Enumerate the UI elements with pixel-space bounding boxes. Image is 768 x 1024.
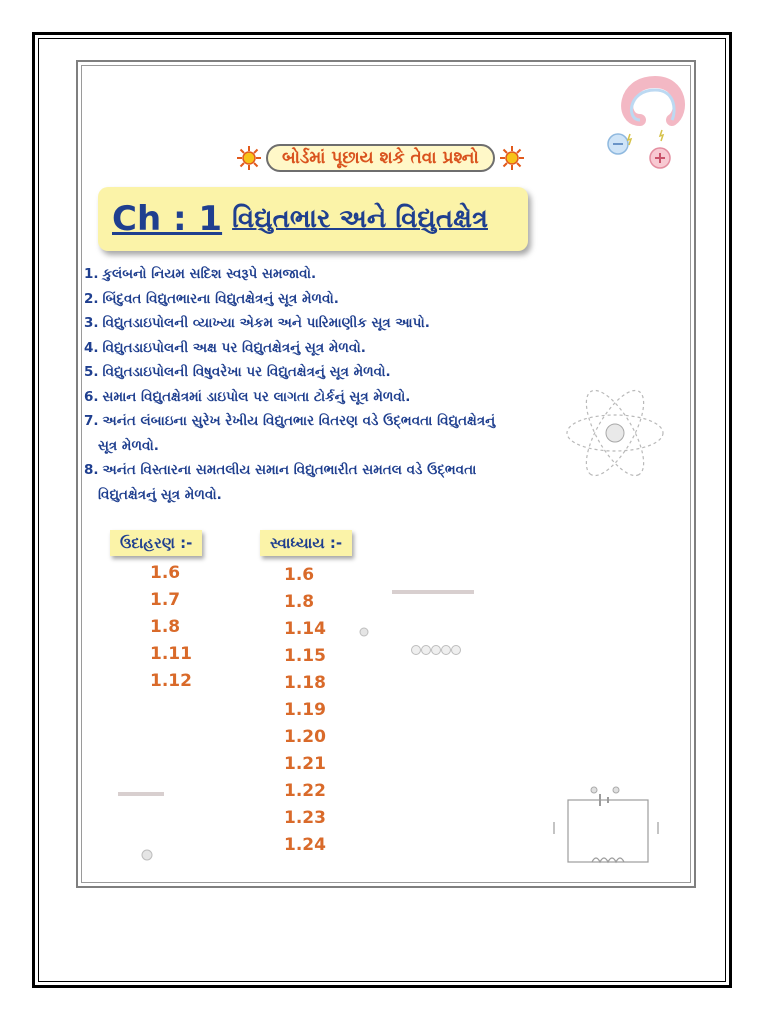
magnet-icon <box>600 72 690 172</box>
list-item: 1.18 <box>284 673 326 693</box>
header-row <box>236 143 525 173</box>
list-item: 2. બિંદુવત વિદ્યુતભારના વિદ્યુતક્ષેત્રનું સૂત્ર મેળવો. <box>84 290 339 307</box>
list-item: 1.19 <box>284 700 326 720</box>
sun-icon <box>499 145 525 171</box>
list-item: 8. અનંત વિસ્તારના સમતલીય સમાન વિદ્યુતભારીત સમતલ વડે ઉદ્ભવતા વિદ્યુતક્ષેત્રનું સૂત્ર મેળવો. <box>84 462 477 503</box>
list-item: 1.15 <box>284 646 326 666</box>
list-item: 1.11 <box>150 644 192 664</box>
list-item: 1.14 <box>284 619 326 639</box>
atom-icon <box>560 378 670 488</box>
decorative-bar <box>118 792 164 796</box>
list-item: 1.22 <box>284 781 326 801</box>
list-item: 1.20 <box>284 727 326 747</box>
chapter-title: વિદ્યુતભાર અને વિદ્યુતક્ષેત્ર <box>232 203 488 234</box>
list-item: 1. કુલંબનો નિયમ સદિશ સ્વરૂપે સમજાવો. <box>84 266 317 282</box>
chapter-banner <box>98 187 528 251</box>
list-item: 5. વિદ્યુતડાઇપોલની વિષુવરેખા પર વિદ્યુતક્ષેત્રનું સૂત્ર મેળવો. <box>84 364 391 380</box>
exercises-list <box>284 562 326 859</box>
list-item: 1.23 <box>284 808 326 828</box>
list-item: 3. વિદ્યુતડાઇપોલની વ્યાખ્યા એકમ અને પારિમાણીક સૂત્ર આપો. <box>84 315 430 331</box>
list-item: 1.8 <box>150 617 181 637</box>
examples-list <box>150 560 192 695</box>
list-item: 1.21 <box>284 754 326 774</box>
examples-header: ઉદાહરણ :- <box>110 530 202 556</box>
question-list <box>84 262 584 507</box>
list-item: 4. વિદ્યુતડાઇપોલની અક્ષ પર વિદ્યુતક્ષેત્રનું સૂત્ર મેળવો. <box>84 339 366 356</box>
header-title: બોર્ડમાં પૂછાય શકે તેવા પ્રશ્નો <box>266 144 495 172</box>
list-item: 6. સમાન વિદ્યુતક્ષેત્રમાં ડાઇપોલ પર લાગતા ટોર્કનું સૂત્ર મેળવો. <box>84 388 411 405</box>
list-item: 1.7 <box>150 590 181 610</box>
list-item: 1.6 <box>284 565 315 585</box>
list-item: 1.12 <box>150 671 192 691</box>
charge-dot-icon <box>358 626 370 638</box>
exercises-header: સ્વાધ્યાય :- <box>260 530 352 556</box>
chapter-number: Ch : 1 <box>112 199 223 239</box>
charge-chain-icon <box>410 644 464 656</box>
list-item: 1.24 <box>284 835 326 855</box>
list-item: 1.6 <box>150 563 181 583</box>
sun-icon <box>236 145 262 171</box>
charge-dot-icon <box>140 848 154 862</box>
circuit-icon <box>548 782 666 872</box>
list-item: 7. અનંત લંબાઇના સુરેખ રેખીય વિદ્યુતભાર વિતરણ વડે ઉદ્ભવતા વિદ્યુતક્ષેત્રનું સૂત્ર મેળવો. <box>84 413 496 454</box>
decorative-bar <box>392 590 474 594</box>
list-item: 1.8 <box>284 592 315 612</box>
